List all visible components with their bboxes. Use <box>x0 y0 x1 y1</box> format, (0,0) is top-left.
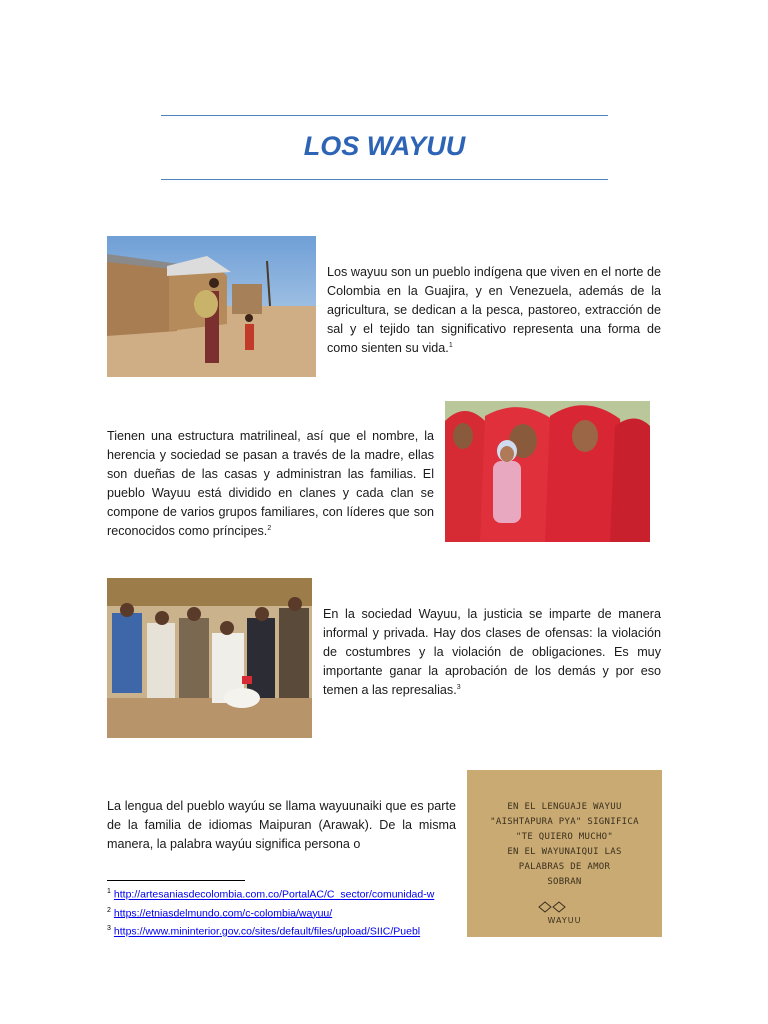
quote-line: EN EL LENGUAJE WAYUU <box>507 802 622 812</box>
footnote-link-2[interactable]: https://etniasdelmundo.com/c-colombia/wayuu/ <box>113 907 333 919</box>
footnote-3 <box>107 921 467 940</box>
quote-line: "AISHTAPURA PYA" SIGNIFICA <box>490 817 639 827</box>
matrilineal-paragraph <box>107 427 434 541</box>
page-title: LOS WAYUU <box>303 131 466 161</box>
footnote-link-1[interactable]: http://artesaniasdecolombia.com.co/PortalAC/C_sector/comunidad-w <box>113 888 435 901</box>
title-rule-top <box>161 115 608 116</box>
quote-card-image <box>467 770 662 937</box>
quote-line: SOBRAN <box>547 877 582 887</box>
footnote-link-3[interactable]: https://www.mininterior.gov.co/sites/default/files/upload/SIIC/Puebl <box>113 925 421 938</box>
quote-text <box>467 800 662 890</box>
intro-text: Los wayuu son un pueblo indígena que viven en el norte de Colombia en la Guajira, y en Venezuela, además de la agricultura, se dedican a la pesca, pastoreo, extracción de sal y el tejido tan significativo representa una forma de como sienten su vida. <box>327 265 661 355</box>
quote-logo-text: WAYUU <box>547 916 582 925</box>
quote-line: "TE QUIERO MUCHO" <box>515 832 614 842</box>
footnote-ref-3: 3 <box>456 683 461 691</box>
wayuu-logo-icon <box>537 900 597 914</box>
quote-line: PALABRAS DE AMOR <box>518 862 611 872</box>
village-photo <box>107 236 316 377</box>
footnote-number: 1 <box>107 888 111 895</box>
footnote-number: 3 <box>107 925 111 932</box>
language-paragraph <box>107 797 456 854</box>
language-text: La lengua del pueblo wayúu se llama wayuunaiki que es parte de la familia de idiomas Maipuran (Arawak). De la misma manera, la palabra wayúu significa persona o <box>107 799 456 851</box>
matrilineal-text: Tienen una estructura matrilineal, así que el nombre, la herencia y sociedad se pasan a través de la madre, ellas son dueñas de las casas y administran las familias. El pueblo Wayuu está dividido en clanes y cada clan se compone de varios grupos familiares, con líderes que son reconocidos como príncipes. <box>107 429 434 538</box>
footnotes <box>107 884 467 940</box>
footnote-1 <box>107 884 467 903</box>
justice-paragraph <box>323 605 661 700</box>
title-rule-bottom <box>161 179 608 180</box>
footnote-ref-1: 1 <box>448 341 453 349</box>
footnote-separator <box>107 880 245 881</box>
justice-text: En la sociedad Wayuu, la justicia se imparte de manera informal y privada. Hay dos clases de ofensas: la violación de costumbres y la violación de obligaciones. Es muy importante ganar la aprobación de los demás y por eso temen a las represalias. <box>323 607 661 697</box>
footnote-number: 2 <box>107 906 111 914</box>
gathering-photo <box>107 578 312 738</box>
footnote-ref-2: 2 <box>267 524 272 532</box>
footnote-2 <box>107 903 467 922</box>
women-red-photo <box>445 401 650 542</box>
quote-line: EN EL WAYUNAIQUI LAS <box>507 847 622 857</box>
intro-paragraph <box>327 263 661 358</box>
